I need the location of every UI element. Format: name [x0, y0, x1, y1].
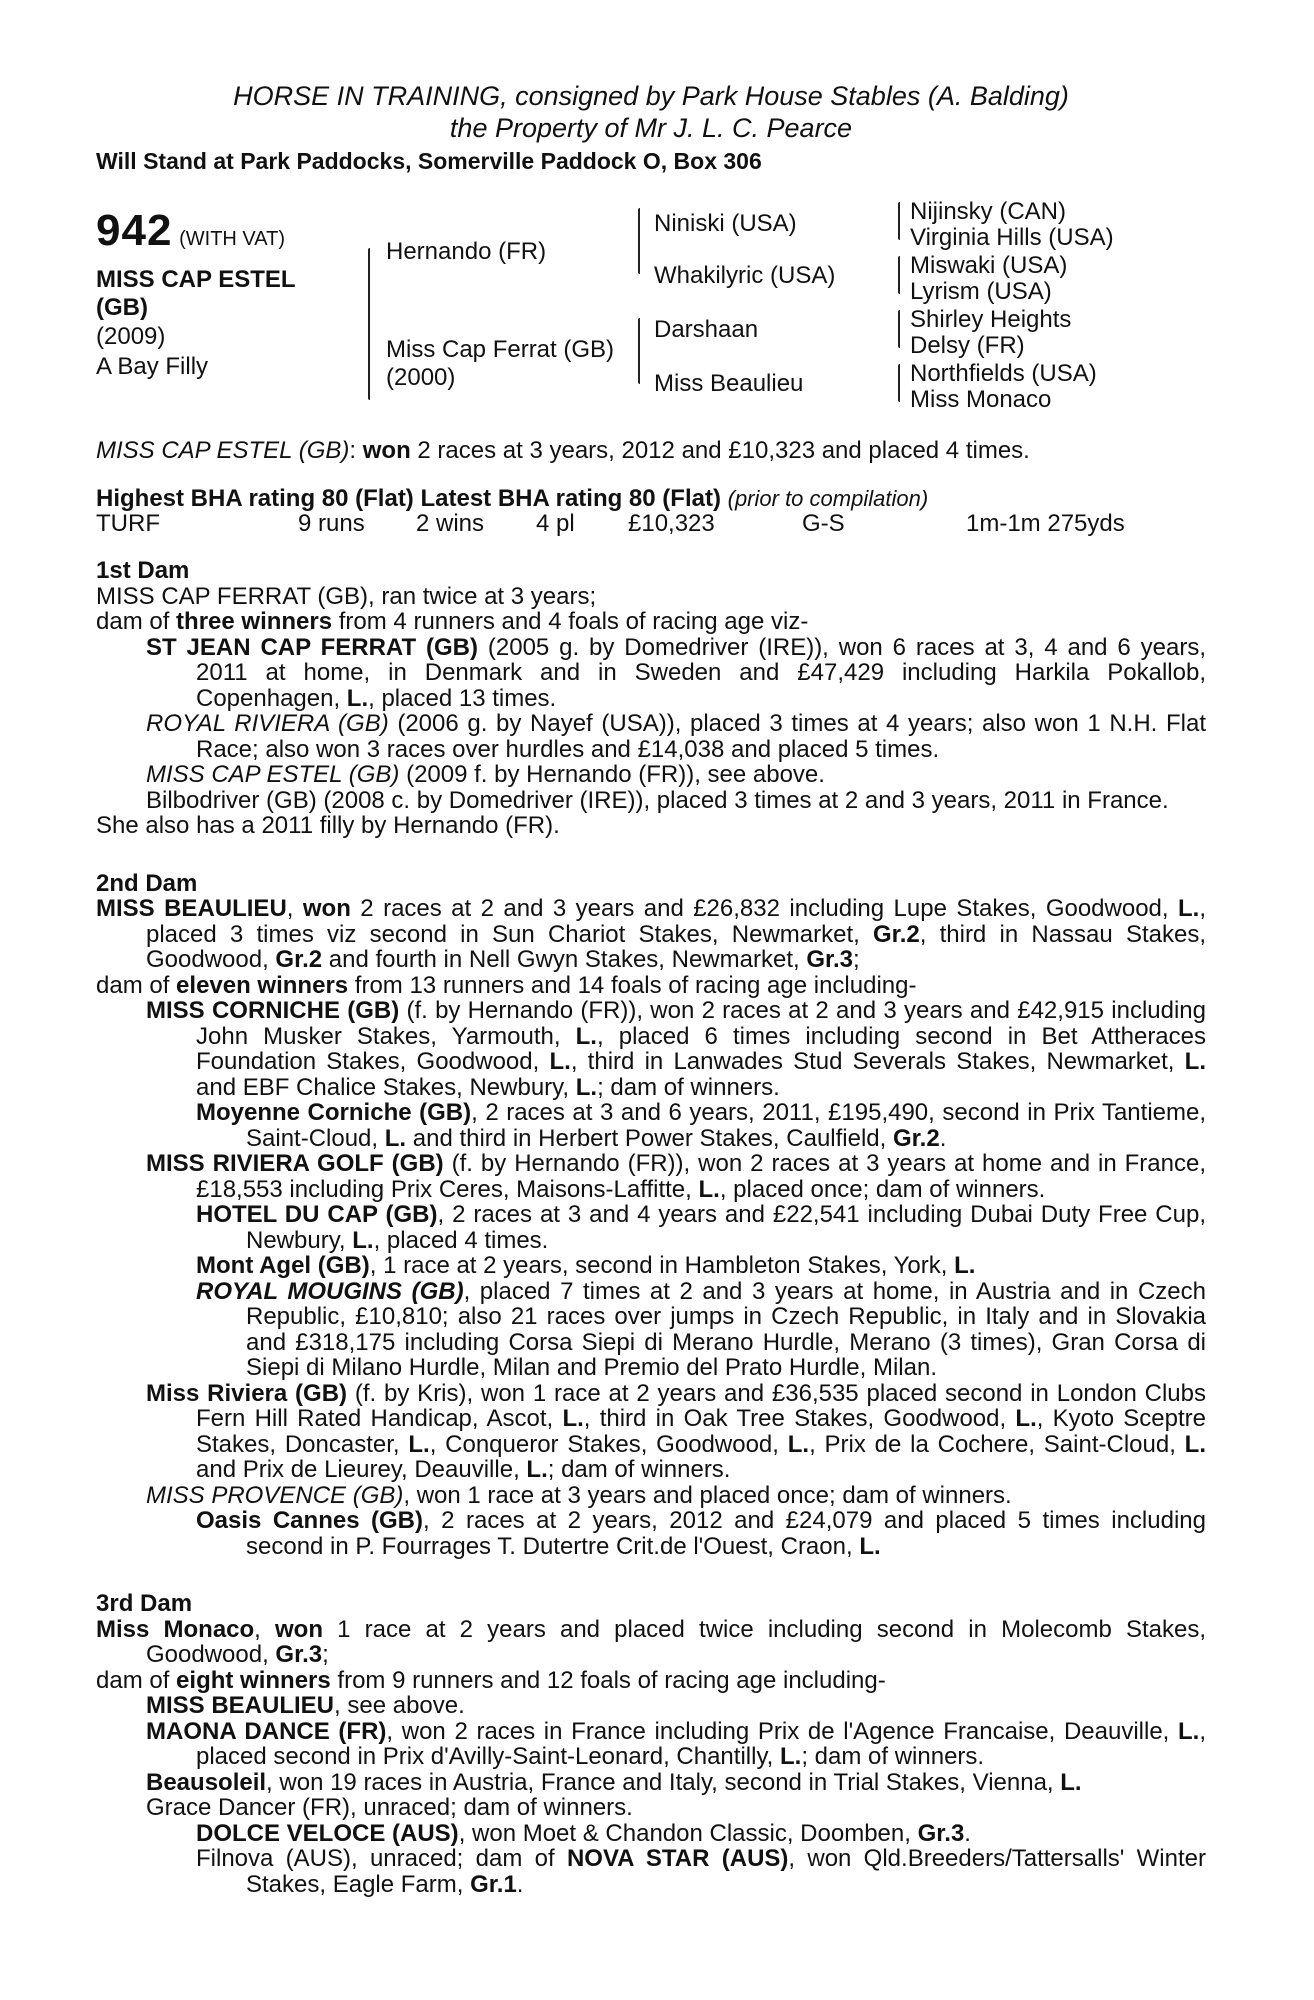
third-dam-title: 3rd Dam: [96, 1590, 193, 1617]
entry-grace-dancer: Grace Dancer (FR), unraced; dam of winners.: [146, 1794, 633, 1821]
stat-going: G-S: [802, 510, 845, 537]
entry-2011-filly: She also has a 2011 filly by Hernando (FR).: [96, 812, 560, 839]
entry-miss-corniche: MISS CORNICHE (GB) (f. by Hernando (FR)), won 2 races at 2 and 3 years and £42,915 including John Musker Stakes, Yarmouth, L., placed 6 times including second in Bet Attheraces Foundation Stakes, Goodwood, L., third in Lanwades Stud Severals Stakes, Newmarket, L. and EBF Chalice Stakes, Newbury, L.; dam of winners.: [146, 997, 1207, 1101]
entry-mont-agel: Mont Agel (GB), 1 race at 2 years, second in Hambleton Stakes, York, L.: [196, 1252, 976, 1279]
entry-royal-mougins: ROYAL MOUGINS (GB), placed 7 times at 2 and 3 years at home, in Austria and in Czech Republic, £10,810; also 21 races over jumps in Czech Republic, in Italy and in Slovakia and £318,175 including Corsa Siepi di Merano Hurdle, Merano (3 times), Gran Corsa di Siepi di Milano Hurdle, Milan and Premio del Prato Hurdle, Milan.: [196, 1277, 1206, 1381]
turf-stats: [96, 511, 1206, 536]
entry-miss-riviera: Miss Riviera (GB) (f. by Kris), won 1 race at 2 years and £36,535 placed second in London Clubs Fern Hill Rated Handicap, Ascot, L., third in Oak Tree Stakes, Goodwood, L., Kyoto Sceptre Stakes, Doncaster, L., Conqueror Stakes, Goodwood, L., Prix de la Cochere, Saint-Cloud, L. and Prix de Lieurey, Deauville, L.; dam of winners.: [146, 1379, 1207, 1483]
rating-text: Highest BHA rating 80 (Flat) Latest BHA rating 80 (Flat): [96, 484, 721, 512]
rating-note: (prior to compilation): [727, 485, 929, 511]
summary-line: MISS CAP ESTEL (GB): won 2 races at 3 years, 2012 and £10,323 and placed 4 times.: [96, 437, 1030, 464]
summary-rest: 2 races at 3 years, 2012 and £10,323 and placed 4 times.: [410, 437, 1030, 464]
ddd: Miss Monaco: [910, 386, 1052, 413]
sire-dam: Whakilyric (USA): [654, 262, 836, 289]
entry-hotel-du-cap: HOTEL DU CAP (GB), 2 races at 3 and 4 years and £22,541 including Dubai Duty Free Cup, Newbury, L., placed 4 times.: [196, 1201, 1206, 1254]
stat-runs: 9 runs: [298, 510, 365, 537]
entry-st-jean: ST JEAN CAP FERRAT (GB) (2005 g. by Domedriver (IRE)), won 6 races at 3, 4 and 6 years, 2011 at home, in Denmark and in Sweden and £47,429 including Harkila Pokallob, Copenhagen, L., placed 13 times.: [146, 633, 1207, 712]
lot-number: 942: [96, 206, 173, 255]
stat-placed: 4 pl: [536, 510, 575, 537]
ssd: Virginia Hills (USA): [910, 224, 1114, 251]
sds: Miswaki (USA): [910, 252, 1068, 279]
horse-year: (2009): [96, 323, 166, 350]
lot-heading: [96, 206, 285, 256]
dss: Shirley Heights: [910, 306, 1072, 333]
entry-filnova: Filnova (AUS), unraced; dam of NOVA STAR (AUS), won Qld.Breeders/Tattersalls' Winter Stakes, Eagle Farm, Gr.1.: [196, 1845, 1206, 1898]
sdd: Lyrism (USA): [910, 278, 1052, 305]
horse-name-line2: (GB): [96, 294, 148, 321]
second-dam-produce: dam of eleven winners from 13 runners and 14 foals of racing age including-: [96, 971, 917, 999]
dam: Miss Cap Ferrat (GB): [386, 336, 615, 363]
second-dam-title: 2nd Dam: [96, 869, 198, 897]
brace-sire: [638, 208, 640, 274]
dam-dam: Miss Beaulieu: [654, 370, 804, 397]
dds: Northfields (USA): [910, 360, 1097, 387]
stat-wins: 2 wins: [416, 510, 485, 537]
summary-name: MISS CAP ESTEL (GB): [96, 437, 350, 464]
sire: Hernando (FR): [386, 238, 547, 265]
entry-bilbodriver: Bilbodriver (GB) (2008 c. by Domedriver (IRE)), placed 3 times at 2 and 3 years, 2011 in France.: [146, 786, 1169, 814]
dsd: Delsy (FR): [910, 332, 1025, 359]
consignor-line: HORSE IN TRAINING, consigned by Park House Stables (A. Balding): [233, 81, 1069, 111]
rating-line: [96, 486, 1206, 512]
entry-oasis-cannes: Oasis Cannes (GB), 2 races at 2 years, 2012 and £24,079 and placed 5 times including second in P. Fourrages T. Dutertre Crit.de l'Ouest, Craon, L.: [196, 1507, 1206, 1560]
third-dam-produce: dam of eight winners from 9 runners and 12 foals of racing age including-: [96, 1666, 886, 1694]
horse-name-line1: MISS CAP ESTEL: [96, 266, 296, 293]
entry-dolce-veloce: DOLCE VELOCE (AUS), won Moet & Chandon Classic, Doomben, Gr.3.: [196, 1819, 971, 1847]
sss: Nijinsky (CAN): [910, 198, 1066, 225]
horse-description: A Bay Filly: [96, 353, 209, 380]
third-dam-record: Miss Monaco, won 1 race at 2 years and placed twice including second in Molecomb Stakes, Goodwood, Gr.3;: [96, 1615, 1206, 1668]
entry-maona-dance: MAONA DANCE (FR), won 2 races in France including Prix de l'Agence Francaise, Deauville, L., placed second in Prix d'Avilly-Saint-Leonard, Chantilly, L.; dam of winners.: [146, 1717, 1207, 1770]
second-dam-record: MISS BEAULIEU, won 2 races at 2 and 3 years and £26,832 including Lupe Stakes, Goodwood, L., placed 3 times viz second in Sun Chariot Stakes, Newmarket, Gr.2, third in Nassau Stakes, Goodwood, Gr.2 and fourth in Nell Gwyn Stakes, Newmarket, Gr.3;: [96, 895, 1206, 973]
brace-main: [368, 248, 370, 400]
catalogue-page: [96, 80, 1206, 1897]
entry-miss-cap-estel: MISS CAP ESTEL (GB) (2009 f. by Hernando (FR)), see above.: [146, 761, 825, 788]
stat-distance: 1m-1m 275yds: [966, 510, 1125, 537]
owner-line: the Property of Mr J. L. C. Pearce: [449, 113, 853, 143]
stand-line: Will Stand at Park Paddocks, Somerville Paddock O, Box 306: [96, 148, 762, 174]
race-record: [96, 438, 1206, 1897]
first-dam-intro: MISS CAP FERRAT (GB), ran twice at 3 years;: [96, 582, 597, 610]
brace-ss: [898, 202, 900, 240]
horse-details: [96, 322, 208, 382]
first-dam-produce: dam of three winners from 4 runners and 4 foals of racing age viz-: [96, 608, 809, 635]
entry-miss-beaulieu: MISS BEAULIEU, see above.: [146, 1692, 465, 1719]
first-dam-title: 1st Dam: [96, 557, 190, 584]
horse-name: [96, 266, 296, 322]
dam-sire: Darshaan: [654, 316, 759, 343]
entry-moyenne-corniche: Moyenne Corniche (GB), 2 races at 3 and 6 years, 2011, £195,490, second in Prix Tantieme, Saint-Cloud, L. and third in Herbert Power Stakes, Caulfield, Gr.2.: [196, 1099, 1207, 1152]
stat-surface: TURF: [96, 510, 160, 537]
vat-label: (WITH VAT): [179, 228, 285, 250]
entry-miss-provence: MISS PROVENCE (GB), won 1 race at 3 years and placed once; dam of winners.: [146, 1481, 1012, 1509]
stat-earnings: £10,323: [628, 510, 715, 537]
brace-ds: [898, 310, 900, 348]
summary-won: won: [362, 437, 411, 464]
entry-royal-riviera: ROYAL RIVIERA (GB) (2006 g. by Nayef (USA)), placed 3 times at 4 years; also won 1 N.H. Flat Race; also won 3 races over hurdles and £14,038 and placed 5 times.: [146, 710, 1206, 763]
entry-miss-riviera-golf: MISS RIVIERA GOLF (GB) (f. by Hernando (FR)), won 2 races at 3 years at home and in France, £18,553 including Prix Ceres, Maisons-Laffitte, L., placed once; dam of winners.: [146, 1150, 1206, 1203]
brace-dd: [898, 364, 900, 402]
dam-year: (2000): [386, 364, 456, 391]
entry-beausoleil: Beausoleil, won 19 races in Austria, France and Italy, second in Trial Stakes, Vienna, L.: [146, 1768, 1082, 1796]
brace-sd: [898, 256, 900, 294]
pedigree-block: [96, 198, 1206, 438]
brace-dam: [638, 318, 640, 384]
sire-sire: Niniski (USA): [654, 210, 797, 237]
